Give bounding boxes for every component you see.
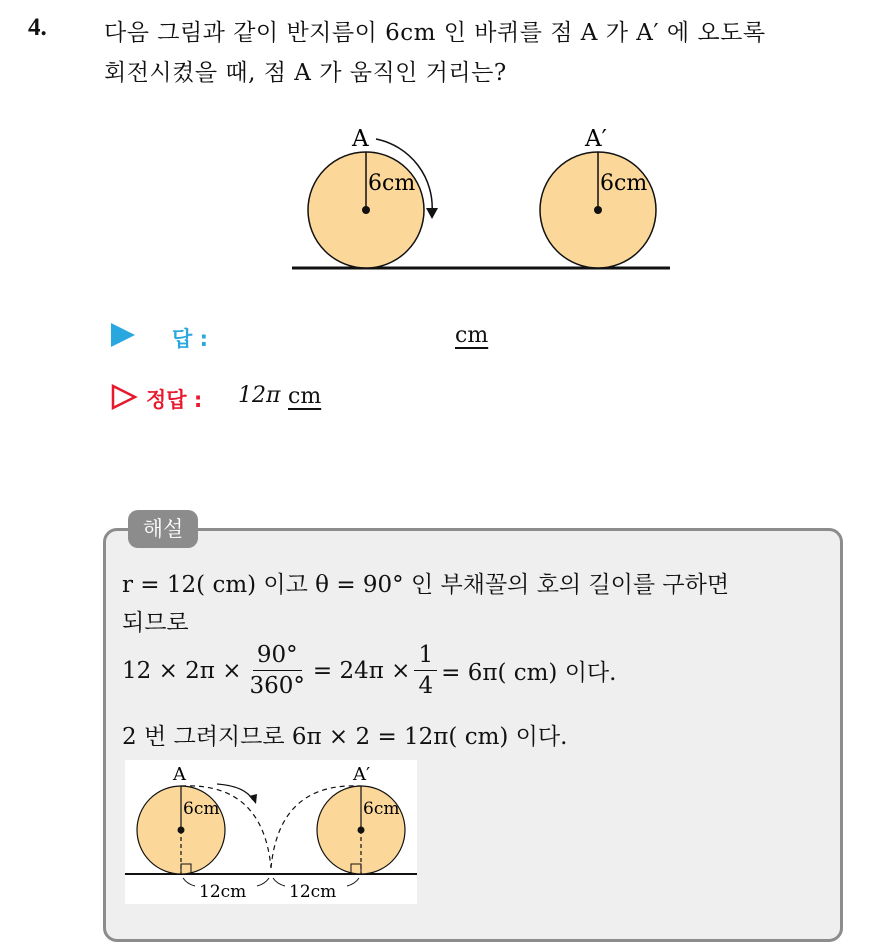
fraction-quarter-numerator: 1 <box>414 640 437 671</box>
distance-label-left: 12cm <box>199 882 247 902</box>
label-a-2: A <box>173 764 186 785</box>
rolling-path-figure <box>125 760 417 904</box>
answer-arrow-icon <box>109 322 137 348</box>
radius-label-right: 6cm <box>600 171 648 196</box>
center-dot-left-2 <box>178 827 185 834</box>
explanation-formula <box>122 640 616 701</box>
wheel-figure <box>280 118 680 278</box>
question-text-line1: 다음 그림과 같이 반지름이 6cm 인 바퀴를 점 A 가 A′ 에 오도록 <box>104 20 766 46</box>
correct-answer-value: 12π <box>238 383 281 408</box>
fraction-degrees <box>246 640 309 701</box>
radius-label-left-2: 6cm <box>183 799 220 819</box>
explanation-line4: 2 번 그려지므로 6π × 2 = 12π( cm) 이다. <box>122 724 568 750</box>
radius-label-left: 6cm <box>368 171 416 196</box>
fraction-quarter <box>414 640 437 701</box>
formula-part-a: 12 × 2π × <box>122 657 242 684</box>
explanation-tag: 해설 <box>128 510 198 548</box>
answer-unit: cm <box>455 323 489 348</box>
fraction-quarter-denominator: 4 <box>418 673 434 699</box>
rotation-arrowhead <box>426 208 438 219</box>
center-dot-right <box>594 206 602 214</box>
explanation-line2: 되므로 <box>122 610 189 636</box>
center-dot-left <box>362 206 370 214</box>
correct-answer-unit: cm <box>288 384 322 409</box>
explanation-line1: r = 12( cm) 이고 θ = 90° 인 부채꼴의 호의 길이를 구하면 <box>122 572 730 598</box>
correct-answer-label: 정답 : <box>146 388 203 412</box>
center-dot-right-2 <box>358 827 365 834</box>
formula-part-b: = 24π × <box>312 657 411 684</box>
answer-label: 답 : <box>172 327 208 351</box>
fraction-degrees-numerator: 90° <box>253 640 302 671</box>
question-number: 4. <box>28 14 47 41</box>
radius-label-right-2: 6cm <box>363 799 400 819</box>
label-a: A <box>352 126 369 152</box>
fraction-degrees-denominator: 360° <box>249 673 305 699</box>
formula-part-c: = 6π( cm) 이다. <box>441 660 617 686</box>
correct-answer-arrow-icon <box>110 384 138 410</box>
label-a-prime-2: A′ <box>353 764 371 785</box>
question-text-line2: 회전시켰을 때, 점 A 가 움직인 거리는? <box>104 60 507 86</box>
label-a-prime: A′ <box>585 126 607 152</box>
distance-label-right: 12cm <box>289 882 337 902</box>
